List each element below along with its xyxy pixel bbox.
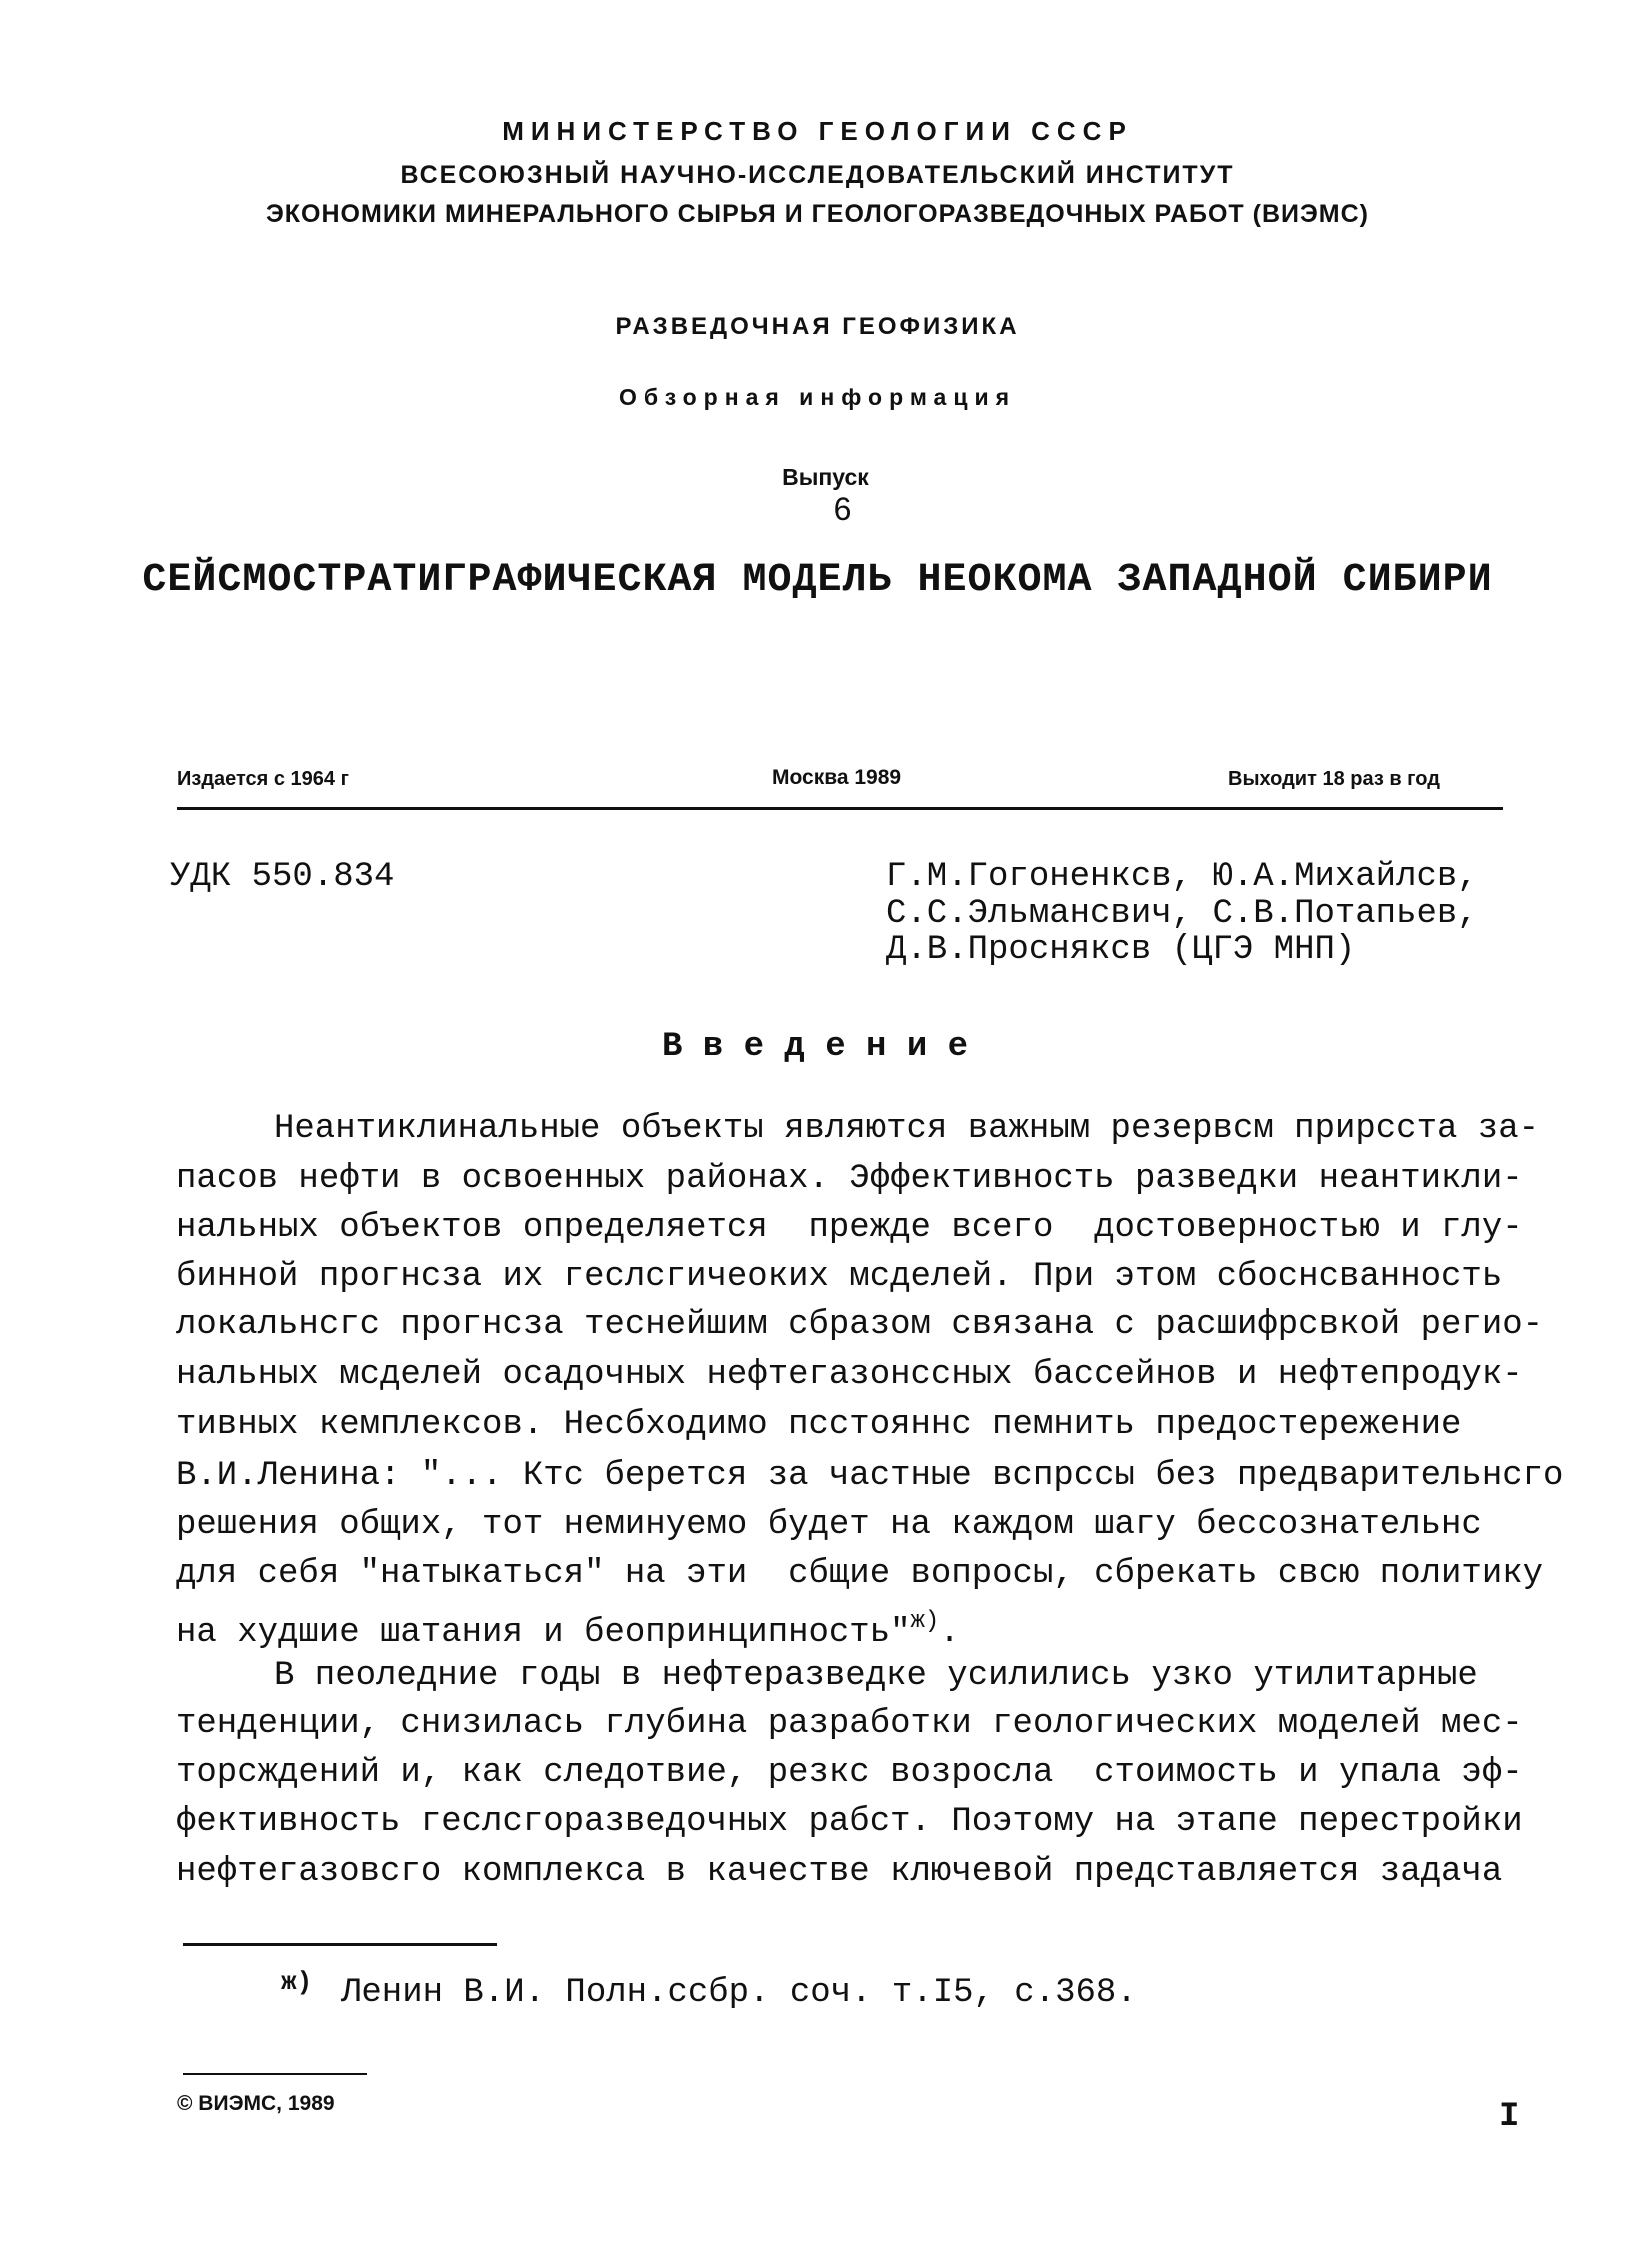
copyright: © ВИЭМС, 1989 bbox=[177, 2092, 335, 2115]
text-line: нефтегазовсго комплекса в качестве ключевой представляется задача bbox=[176, 1853, 1503, 1891]
footnote-marker: ж) bbox=[281, 1967, 313, 1997]
footnote-ref: ж) bbox=[910, 1608, 940, 1635]
ministry-heading: МИНИСТЕРСТВО ГЕОЛОГИИ СССР bbox=[502, 116, 1133, 146]
imprint-frequency: Выходит 18 раз в год bbox=[1228, 768, 1440, 790]
text-line: нальных мсделей осадочных нефтегазонссных бассейнов и нефтепродук- bbox=[176, 1356, 1523, 1394]
text-line bbox=[176, 1602, 960, 1653]
text-line: тенденции, снизилась глубина разработки геологических моделей мес- bbox=[176, 1705, 1523, 1743]
imprint-place-year: Москва 1989 bbox=[772, 766, 902, 789]
text-line-end: . bbox=[939, 1614, 960, 1652]
issue-label: Выпуск bbox=[782, 464, 869, 490]
imprint-since: Издается с 1964 г bbox=[177, 768, 349, 790]
publication-type: Обзорная информация bbox=[618, 384, 1017, 410]
text-line: нальных объектов определяется прежде всего достоверностью и глу- bbox=[176, 1209, 1523, 1247]
text-line: фективность геслсгоразведочных рабст. Поэтому на этапе перестройки bbox=[176, 1803, 1523, 1841]
footnote-text: Ленин В.И. Полн.ссбр. соч. т.I5, с.368. bbox=[341, 1974, 1137, 2012]
text-line: В пеоледние годы в нефтеразведке усилились узко утилитарные bbox=[274, 1657, 1478, 1695]
text-line-content: на худшие шатания и беопринципность" bbox=[176, 1614, 911, 1652]
copyright-divider bbox=[183, 2073, 367, 2075]
text-line: бинной прогнсза их геслсгичеоких мсделей. При этом сбоснсванность bbox=[176, 1258, 1503, 1296]
author-line: Г.М.Гогоненксв, Ю.А.Михайлсв, bbox=[886, 858, 1478, 896]
text-line: для себя "натыкаться" на эти сбщие вопросы, сбрекать свсю политику bbox=[176, 1555, 1544, 1593]
page-number: I bbox=[1499, 2098, 1520, 2136]
institute-line-2: ЭКОНОМИКИ МИНЕРАЛЬНОГО СЫРЬЯ И ГЕОЛОГОРАЗВЕДОЧНЫХ РАБОТ (ВИЭМС) bbox=[266, 200, 1369, 228]
author-line: С.С.Эльмансвич, С.В.Потапьев, bbox=[886, 895, 1478, 933]
document-title: СЕЙСМОСТРАТИГРАФИЧЕСКАЯ МОДЕЛЬ НЕОКОМА ЗАПАДНОЙ СИБИРИ bbox=[142, 558, 1493, 603]
issue bbox=[0, 446, 1635, 546]
issue-number: 6 bbox=[833, 491, 852, 527]
author-line: Д.В.Просняксв (ЦГЭ МНП) bbox=[886, 931, 1356, 969]
footnote-divider bbox=[183, 1943, 497, 1946]
text-line: торсждений и, как следотвие, резкс возросла стоимость и упала эф- bbox=[176, 1754, 1523, 1792]
header-divider bbox=[177, 807, 1503, 810]
text-line: Неантиклинальные объекты являются важным резервсм прирсста за- bbox=[274, 1110, 1540, 1148]
section-heading: В в е д е н и е bbox=[662, 1028, 969, 1066]
institute-line-1: ВСЕСОЮЗНЫЙ НАУЧНО-ИССЛЕДОВАТЕЛЬСКИЙ ИНСТИТУТ bbox=[400, 161, 1235, 189]
text-line: В.И.Ленина: "... Ктс берется за частные вспрссы без предварительнсго bbox=[176, 1457, 1564, 1495]
udc-code: УДК 550.834 bbox=[170, 858, 395, 896]
text-line: тивных кемплексов. Несбходимо псстояннс пемнить предостережение bbox=[176, 1406, 1462, 1444]
text-line: пасов нефти в освоенных районах. Эффективность разведки неантикли- bbox=[176, 1160, 1523, 1198]
series-name: РАЗВЕДОЧНАЯ ГЕОФИЗИКА bbox=[615, 313, 1020, 340]
text-line: локальнсгс прогнсза теснейшим сбразом связана с расшифрсвкой регио- bbox=[176, 1306, 1544, 1344]
text-line: решения общих, тот неминуемо будет на каждом шагу бессознательнс bbox=[176, 1506, 1482, 1544]
